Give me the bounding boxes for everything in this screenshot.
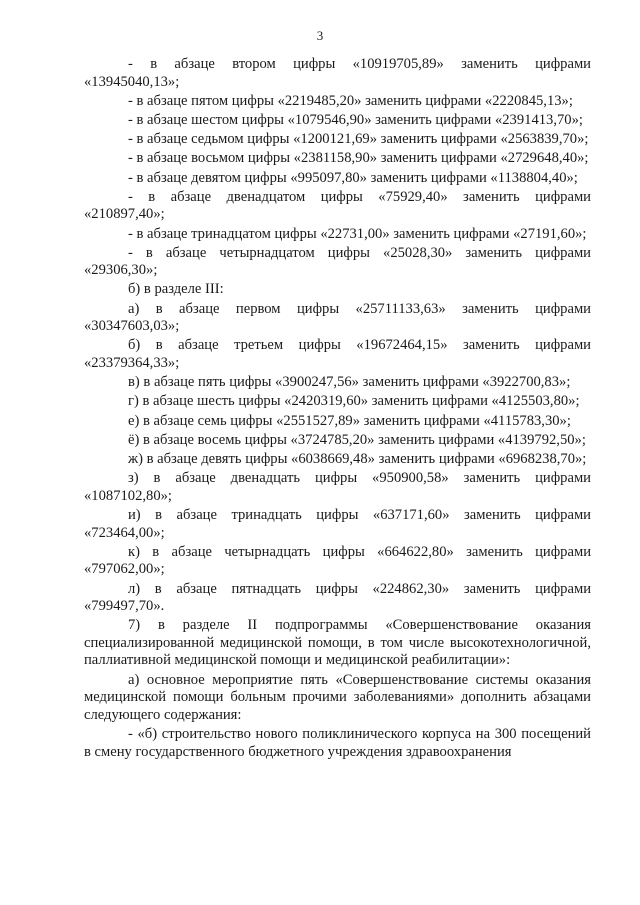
amendment-item: б) в абзаце третьем цифры «19672464,15» заменить цифрами «23379364,33»;	[84, 337, 591, 372]
page-number: 3	[316, 28, 324, 43]
construction-paragraph: - «б) строительство нового поликлинического корпуса на 300 посещений в смену государственного бюджетного учреждения здравоохранения	[84, 726, 591, 760]
amendment-item: к) в абзаце четырнадцать цифры «664622,80» заменить цифрами «797062,00»;	[84, 543, 591, 578]
amendment-item: - в абзаце тринадцатом цифры «22731,00» заменить цифрами «27191,60»;	[128, 225, 587, 242]
amendment-item: л) в абзаце пятнадцать цифры «224862,30» заменить цифрами «799497,70».	[84, 580, 591, 615]
amendment-item: з) в абзаце двенадцать цифры «950900,58» заменить цифрами «1087102,80»;	[84, 470, 591, 504]
document-body	[84, 56, 591, 761]
amendment-item: и) в абзаце тринадцать цифры «637171,60» заменить цифрами «723464,00»;	[84, 506, 591, 541]
amendment-item: г) в абзаце шесть цифры «2420319,60» заменить цифрами «4125503,80»;	[128, 393, 580, 410]
amendment-item: е) в абзаце семь цифры «2551527,89» заменить цифрами «4115783,30»;	[128, 412, 571, 429]
main-activity-paragraph: а) основное мероприятие пять «Совершенствование системы оказания медицинской помощи больным прочими заболеваниями» дополнить абзацами следующего содержания:	[84, 671, 591, 723]
amendment-item: - в абзаце четырнадцатом цифры «25028,30» заменить цифрами «29306,30»;	[84, 244, 591, 279]
amendment-item: - в абзаце седьмом цифры «1200121,69» заменить цифрами «2563839,70»;	[128, 131, 589, 148]
amendment-item: а) в абзаце первом цифры «25711133,63» заменить цифрами «30347603,03»;	[84, 300, 591, 335]
amendment-item: - в абзаце втором цифры «10919705,89» заменить цифрами «13945040,13»;	[84, 56, 591, 90]
amendment-item: - в абзаце пятом цифры «2219485,20» заменить цифрами «2220845,13»;	[128, 92, 573, 109]
amendment-item: - в абзаце восьмом цифры «2381158,90» заменить цифрами «2729648,40»;	[128, 150, 589, 167]
amendment-item: - в абзаце шестом цифры «1079546,90» заменить цифрами «2391413,70»;	[128, 111, 583, 128]
amendment-item: ж) в абзаце девять цифры «6038669,48» заменить цифрами «6968238,70»;	[128, 450, 587, 467]
amendment-item: в) в абзаце пять цифры «3900247,56» заменить цифрами «3922700,83»;	[128, 374, 571, 391]
amendment-item: - в абзаце двенадцатом цифры «75929,40» заменить цифрами «210897,40»;	[84, 188, 591, 223]
amendment-item: ё) в абзаце восемь цифры «3724785,20» заменить цифрами «4139792,50»;	[128, 431, 586, 448]
amendment-item: - в абзаце девятом цифры «995097,80» заменить цифрами «1138804,40»;	[128, 169, 578, 186]
section-heading: б) в разделе III:	[128, 281, 224, 298]
subprogram-section-paragraph: 7) в разделе II подпрограммы «Совершенствование оказания специализированной медицинской помощи, в том числе высокотехнологичной, паллиативной медицинской помощи и медицинской реабилитации»:	[84, 617, 591, 669]
